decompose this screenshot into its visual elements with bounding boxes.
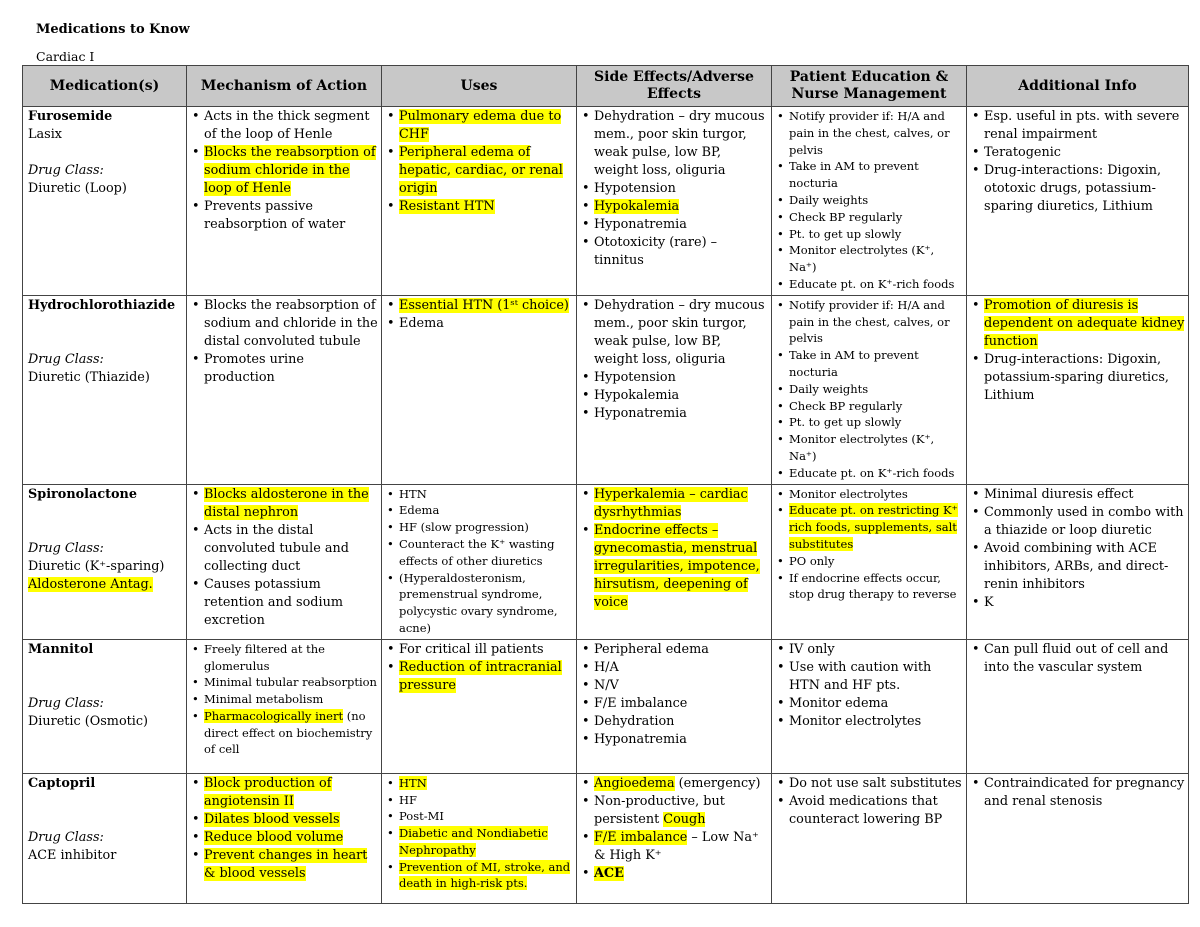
- list-item: • H/A: [594, 659, 768, 677]
- list-item: • Ototoxicity (rare) – tinnitus: [594, 234, 768, 270]
- list-item: • Minimal diuresis effect: [984, 486, 1185, 504]
- list-item: • Hyponatremia: [594, 216, 768, 234]
- mechanism-cell: [187, 773, 382, 903]
- header-medications: Medication(s): [23, 66, 187, 107]
- list-item: • Check BP regularly: [789, 398, 963, 415]
- drug-class: Diuretic (Osmotic): [28, 713, 149, 729]
- list-item: • K: [984, 594, 1185, 612]
- list-item: • Prevents passive reabsorption of water: [204, 198, 378, 234]
- list-item: • Non-productive, but persistent Cough: [594, 793, 768, 829]
- list-item: • Block production of angiotensin II: [204, 775, 378, 811]
- list-item: • Avoid combining with ACE inhibitors, ARBs, and direct-renin inhibitors: [984, 540, 1185, 594]
- list-item: • HF (slow progression): [399, 519, 573, 536]
- list-item: • N/V: [594, 677, 768, 695]
- list-item: • IV only: [789, 641, 963, 659]
- uses-cell: [382, 773, 577, 903]
- medication-cell: [23, 107, 187, 296]
- list-item: • Essential HTN (1ˢᵗ choice): [399, 297, 573, 315]
- list-item: • Prevent changes in heart & blood vessels: [204, 847, 378, 883]
- list-item: • Promotes urine production: [204, 351, 378, 387]
- list-item: • Promotion of diuresis is dependent on adequate kidney function: [984, 297, 1185, 351]
- medication-cell: [23, 295, 187, 484]
- list-item: • Dehydration – dry mucous mem., poor skin turgor, weak pulse, low BP, weight loss, oliguria: [594, 297, 768, 369]
- side-effects-cell: [577, 107, 772, 296]
- list-item: • Acts in the thick segment of the loop of Henle: [204, 108, 378, 144]
- info-cell: [967, 295, 1189, 484]
- drug-class-label: Drug Class:: [28, 829, 104, 845]
- table-row-hydrochlorothiazide: [23, 295, 1189, 484]
- info-cell: [967, 107, 1189, 296]
- header-row: [23, 66, 1189, 107]
- drug-name: Hydrochlorothiazide: [28, 297, 176, 313]
- document-subtitle: Cardiac I: [36, 49, 95, 64]
- drug-name: Spironolactone: [28, 486, 138, 502]
- drug-class-secondary: Aldosterone Antag.: [28, 576, 153, 592]
- list-item: • Pharmacologically inert (no direct effect on biochemistry of cell: [204, 708, 378, 758]
- education-cell: [772, 773, 967, 903]
- list-item: • HF: [399, 792, 573, 809]
- table-row-mannitol: [23, 639, 1189, 773]
- header-patient-education: Patient Education & Nurse Management: [772, 66, 967, 107]
- list-item: • Use with caution with HTN and HF pts.: [789, 659, 963, 695]
- list-item: • Hypokalemia: [594, 387, 768, 405]
- list-item: • Pt. to get up slowly: [789, 226, 963, 243]
- drug-name: Furosemide: [28, 109, 113, 124]
- header-additional-info: Additional Info: [967, 66, 1189, 107]
- list-item: • Take in AM to prevent nocturia: [789, 347, 963, 381]
- table-row-spironolactone: [23, 484, 1189, 639]
- list-item: • Acts in the distal convoluted tubule and collecting duct: [204, 522, 378, 576]
- drug-class-label: Drug Class:: [28, 163, 104, 178]
- medications-table: [22, 65, 1189, 904]
- list-item: • Dehydration – dry mucous mem., poor skin turgor, weak pulse, low BP, weight loss, oliguria: [594, 108, 768, 180]
- list-item: • Educate pt. on K⁺-rich foods: [789, 276, 963, 293]
- list-item: • Angioedema (emergency): [594, 775, 768, 793]
- list-item: • Minimal metabolism: [204, 691, 378, 708]
- education-cell: [772, 107, 967, 296]
- list-item: • Dilates blood vessels: [204, 811, 378, 829]
- drug-class-label: Drug Class:: [28, 540, 104, 556]
- drug-class: Diuretic (Thiazide): [28, 369, 150, 385]
- list-item: • Causes potassium retention and sodium excretion: [204, 576, 378, 630]
- list-item: • Hyponatremia: [594, 405, 768, 423]
- drug-class: Diuretic (Loop): [28, 181, 127, 196]
- list-item: • Monitor edema: [789, 695, 963, 713]
- uses-cell: [382, 107, 577, 296]
- list-item: • Hypotension: [594, 180, 768, 198]
- info-cell: [967, 484, 1189, 639]
- list-item: • Commonly used in combo with a thiazide or loop diuretic: [984, 504, 1185, 540]
- list-item: • Hyponatremia: [594, 731, 768, 749]
- list-item: • Esp. useful in pts. with severe renal impairment: [984, 108, 1185, 144]
- list-item: • Notify provider if: H/A and pain in the chest, calves, or pelvis: [789, 297, 963, 347]
- list-item: • Edema: [399, 502, 573, 519]
- info-cell: [967, 639, 1189, 773]
- list-item: • Monitor electrolytes: [789, 713, 963, 731]
- list-item: • Avoid medications that counteract lowering BP: [789, 793, 963, 829]
- list-item: • Freely filtered at the glomerulus: [204, 641, 378, 675]
- list-item: • F/E imbalance – Low Na⁺ & High K⁺: [594, 829, 768, 865]
- side-effects-cell: [577, 639, 772, 773]
- medication-cell: [23, 484, 187, 639]
- side-effects-cell: [577, 295, 772, 484]
- list-item: • Contraindicated for pregnancy and renal stenosis: [984, 775, 1185, 811]
- list-item: • Daily weights: [789, 192, 963, 209]
- side-effects-cell: [577, 773, 772, 903]
- medication-cell: [23, 639, 187, 773]
- list-item: • If endocrine effects occur, stop drug therapy to reverse: [789, 570, 963, 604]
- list-item: • Drug-interactions: Digoxin, potassium-sparing diuretics, Lithium: [984, 351, 1185, 405]
- list-item: • Educate pt. on K⁺-rich foods: [789, 465, 963, 482]
- list-item: • Drug-interactions: Digoxin, ototoxic drugs, potassium-sparing diuretics, Lithium: [984, 162, 1185, 216]
- mechanism-cell: [187, 107, 382, 296]
- list-item: • Pulmonary edema due to CHF: [399, 108, 573, 144]
- info-cell: [967, 773, 1189, 903]
- list-item: • Do not use salt substitutes: [789, 775, 963, 793]
- drug-class-label: Drug Class:: [28, 695, 104, 711]
- header-mechanism: Mechanism of Action: [187, 66, 382, 107]
- list-item: • Monitor electrolytes (K⁺, Na⁺): [789, 242, 963, 276]
- education-cell: [772, 295, 967, 484]
- table-row-furosemide: [23, 107, 1189, 296]
- list-item: • Resistant HTN: [399, 198, 573, 216]
- list-item: • F/E imbalance: [594, 695, 768, 713]
- drug-name: Captopril: [28, 775, 96, 791]
- list-item: • Hypokalemia: [594, 198, 768, 216]
- list-item: • Dehydration: [594, 713, 768, 731]
- medication-cell: [23, 773, 187, 903]
- list-item: • PO only: [789, 553, 963, 570]
- drug-name: Mannitol: [28, 641, 94, 657]
- list-item: • Blocks the reabsorption of sodium chloride in the loop of Henle: [204, 144, 378, 198]
- list-item: • Blocks the reabsorption of sodium and chloride in the distal convoluted tubule: [204, 297, 378, 351]
- list-item: • Reduce blood volume: [204, 829, 378, 847]
- uses-cell: [382, 484, 577, 639]
- mechanism-cell: [187, 639, 382, 773]
- header-side-effects: Side Effects/Adverse Effects: [577, 66, 772, 107]
- list-item: • For critical ill patients: [399, 641, 573, 659]
- list-item: • Minimal tubular reabsorption: [204, 674, 378, 691]
- list-item: • Diabetic and Nondiabetic Nephropathy: [399, 825, 573, 859]
- list-item: • Post-MI: [399, 808, 573, 825]
- list-item: • Reduction of intracranial pressure: [399, 659, 573, 695]
- list-item: • Counteract the K⁺ wasting effects of other diuretics: [399, 536, 573, 570]
- list-item: • Endocrine effects – gynecomastia, menstrual irregularities, impotence, hirsutism, deepening of voice: [594, 522, 768, 612]
- list-item: • HTN: [399, 775, 573, 792]
- list-item: • Hypotension: [594, 369, 768, 387]
- brand-name: Lasix: [28, 127, 63, 142]
- list-item: • Peripheral edema: [594, 641, 768, 659]
- list-item: • Can pull fluid out of cell and into the vascular system: [984, 641, 1185, 677]
- list-item: • Blocks aldosterone in the distal nephron: [204, 486, 378, 522]
- drug-class: ACE inhibitor: [28, 847, 117, 863]
- education-cell: [772, 484, 967, 639]
- list-item: • Monitor electrolytes: [789, 486, 963, 503]
- list-item: • Check BP regularly: [789, 209, 963, 226]
- list-item: • Monitor electrolytes (K⁺, Na⁺): [789, 431, 963, 465]
- list-item: • (Hyperaldosteronism, premenstrual syndrome, polycystic ovary syndrome, acne): [399, 570, 573, 637]
- document-title: Medications to Know: [36, 22, 190, 37]
- drug-class: Diuretic (K⁺-sparing): [28, 558, 165, 574]
- drug-class-label: Drug Class:: [28, 351, 104, 367]
- list-item: • Prevention of MI, stroke, and death in high-risk pts.: [399, 859, 573, 893]
- side-effects-cell: [577, 484, 772, 639]
- list-item: • Teratogenic: [984, 144, 1185, 162]
- list-item: • HTN: [399, 486, 573, 503]
- list-item: • Pt. to get up slowly: [789, 414, 963, 431]
- list-item: • Daily weights: [789, 381, 963, 398]
- list-item: • Notify provider if: H/A and pain in the chest, calves, or pelvis: [789, 108, 963, 158]
- list-item: • Peripheral edema of hepatic, cardiac, or renal origin: [399, 144, 573, 198]
- list-item: • Take in AM to prevent nocturia: [789, 158, 963, 192]
- education-cell: [772, 639, 967, 773]
- mechanism-cell: [187, 484, 382, 639]
- table-row-captopril: [23, 773, 1189, 903]
- list-item: • Hyperkalemia – cardiac dysrhythmias: [594, 486, 768, 522]
- header-uses: Uses: [382, 66, 577, 107]
- list-item: • Educate pt. on restricting K⁺ rich foods, supplements, salt substitutes: [789, 502, 963, 552]
- uses-cell: [382, 295, 577, 484]
- list-item: • Edema: [399, 315, 573, 333]
- list-item: • ACE: [594, 865, 768, 883]
- uses-cell: [382, 639, 577, 773]
- mechanism-cell: [187, 295, 382, 484]
